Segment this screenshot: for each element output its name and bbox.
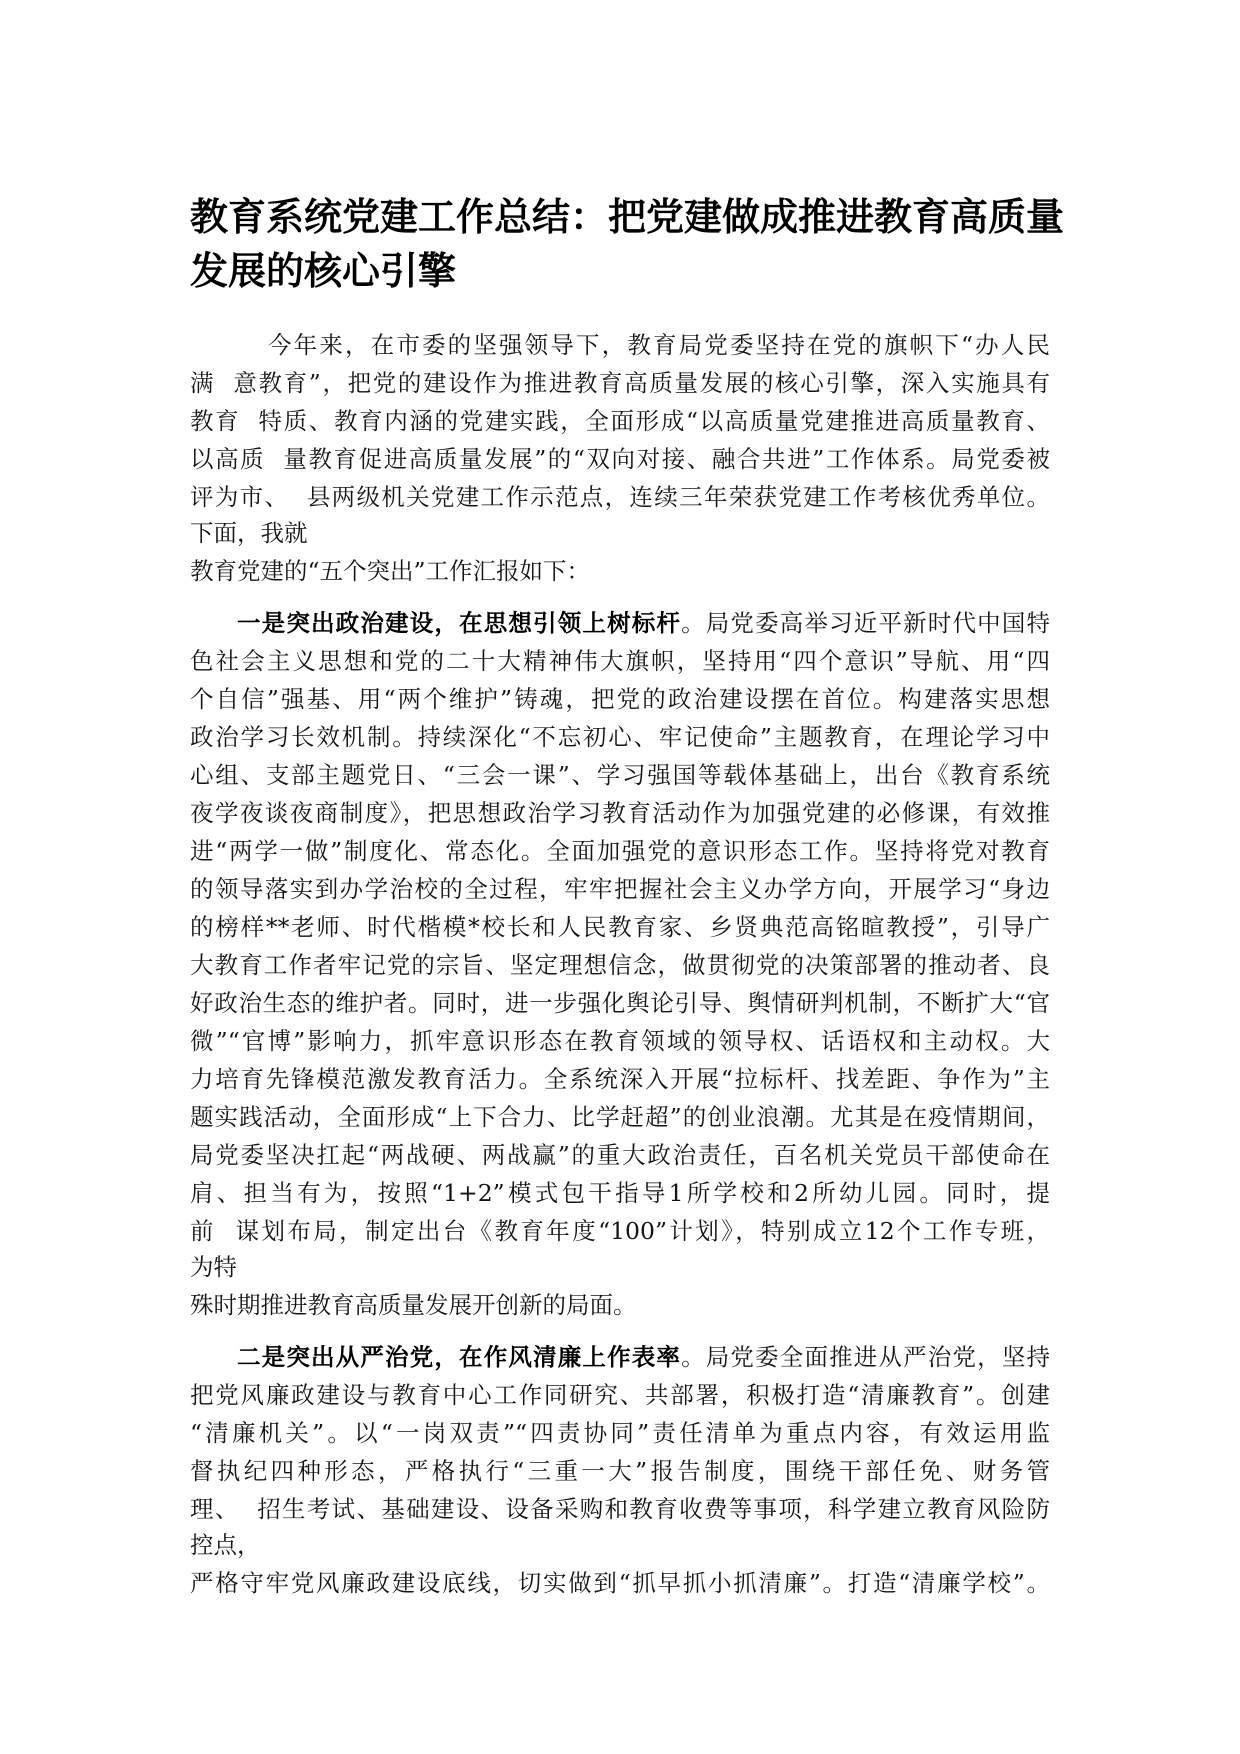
section-2-line: 严格守牢党风廉政建设底线，切实做到“抓早抓小抓清廉”。打造“清廉学校”。: [190, 1569, 1050, 1597]
title-line-2: 发展的核心引擎: [190, 249, 457, 293]
section-1-line: 肩、担当有为，按照“1+2”模式包干指导1所学校和2所幼儿园。同时，提: [190, 1179, 1050, 1207]
section-1-line: 夜学夜谈夜商制度》，把思想政治学习教育活动作为加强党建的必修课，有效推: [190, 799, 1050, 827]
section-1-line: 政治学习长效机制。持续深化“不忘初心、牢记使命”主题教育，在理论学习中: [190, 723, 1050, 751]
section-2-first-line-text: 。局党委全面推进从严治党，坚持: [681, 1343, 1050, 1371]
intro-line: 下面，我就: [190, 519, 308, 547]
title-line-1: 教育系统党建工作总结：把党建做成推进教育高质量: [190, 195, 1065, 239]
section-2-heading: 二是突出从严治党，在作风清廉上作表率: [237, 1343, 682, 1371]
section-2-line: 理、 招生考试、基础建设、设备采购和教育收费等事项，科学建立教育风险防: [190, 1495, 1050, 1523]
section-1-line: 为特: [190, 1253, 237, 1281]
intro-line: 教育党建的“五个突出”工作汇报如下：: [190, 557, 591, 585]
section-1-line: 题实践活动，全面形成“上下合力、比学赶超”的创业浪潮。尤其是在疫情期间，: [190, 1103, 1050, 1131]
section-1-line: 心组、支部主题党日、“三会一课”、学习强国等载体基础上，出台《教育系统: [190, 761, 1050, 789]
section-1-line: 个自信”强基、用“两个维护”铸魂，把党的政治建设摆在首位。构建落实思想: [190, 685, 1050, 713]
intro-line: 以高质 量教育促进高质量发展”的“双向对接、融合共进”工作体系。局党委被: [190, 445, 1050, 473]
section-1-line: 大教育工作者牢记党的宗旨、坚定理想信念，做贯彻党的决策部署的推动者、良: [190, 951, 1050, 979]
section-1-line: 的榜样**老师、时代楷模*校长和人民教育家、乡贤典范高铭暄教授”，引导广: [190, 913, 1050, 941]
section-1-line: 力培育先锋模范激发教育活力。全系统深入开展“拉标杆、找差距、争作为”主: [190, 1065, 1050, 1093]
section-1-line: 的领导落实到办学治校的全过程，牢牢把握社会主义办学方向，开展学习“身边: [190, 875, 1050, 903]
section-1-first-line-text: 。局党委高举习近平新时代中国特: [681, 609, 1050, 637]
intro-line: 今年来，在市委的坚强领导下，教育局党委坚持在党的旗帜下“办人民: [268, 331, 1050, 359]
section-1-line: 微”“官博”影响力，抓牢意识形态在教育领域的领导权、话语权和主动权。大: [190, 1027, 1050, 1055]
section-1-line: 进“两学一做”制度化、常态化。全面加强党的意识形态工作。坚持将党对教育: [190, 837, 1050, 865]
section-1-line: 色社会主义思想和党的二十大精神伟大旗帜，坚持用“四个意识”导航、用“四: [190, 647, 1050, 675]
section-1-first-line: [237, 606, 1050, 640]
section-2-line: 督执纪四种形态，严格执行“三重一大”报告制度，围绕干部任免、财务管: [190, 1457, 1050, 1485]
section-2-first-line: [237, 1340, 1050, 1374]
section-1-line: 局党委坚决扛起“两战硬、两战赢”的重大政治责任，百名机关党员干部使命在: [190, 1141, 1050, 1169]
section-2-line: 把党风廉政建设与教育中心工作同研究、共部署，积极打造“清廉教育”。创建: [190, 1381, 1050, 1409]
section-2-line: 控点，: [190, 1531, 261, 1559]
section-2-line: “清廉机关”。以“一岗双责”“四责协同”责任清单为重点内容，有效运用监: [190, 1419, 1050, 1447]
intro-line: 满 意教育”，把党的建设作为推进教育高质量发展的核心引擎，深入实施具有: [190, 369, 1050, 397]
section-1-heading: 一是突出政治建设，在思想引领上树标杆: [237, 609, 682, 637]
intro-line: 评为市、 县两级机关党建工作示范点，连续三年荣获党建工作考核优秀单位。: [190, 483, 1050, 511]
intro-line: 教育 特质、教育内涵的党建实践，全面形成“以高质量党建推进高质量教育、: [190, 407, 1050, 435]
document-title: [190, 190, 1070, 298]
section-1-line: 殊时期推进教育高质量发展开创新的局面。: [190, 1291, 637, 1319]
section-1-line: 前 谋划布局，制定出台《教育年度“100”计划》，特别成立12个工作专班，: [190, 1217, 1050, 1245]
section-1-line: 好政治生态的维护者。同时，进一步强化舆论引导、舆情研判机制，不断扩大“官: [190, 989, 1050, 1017]
